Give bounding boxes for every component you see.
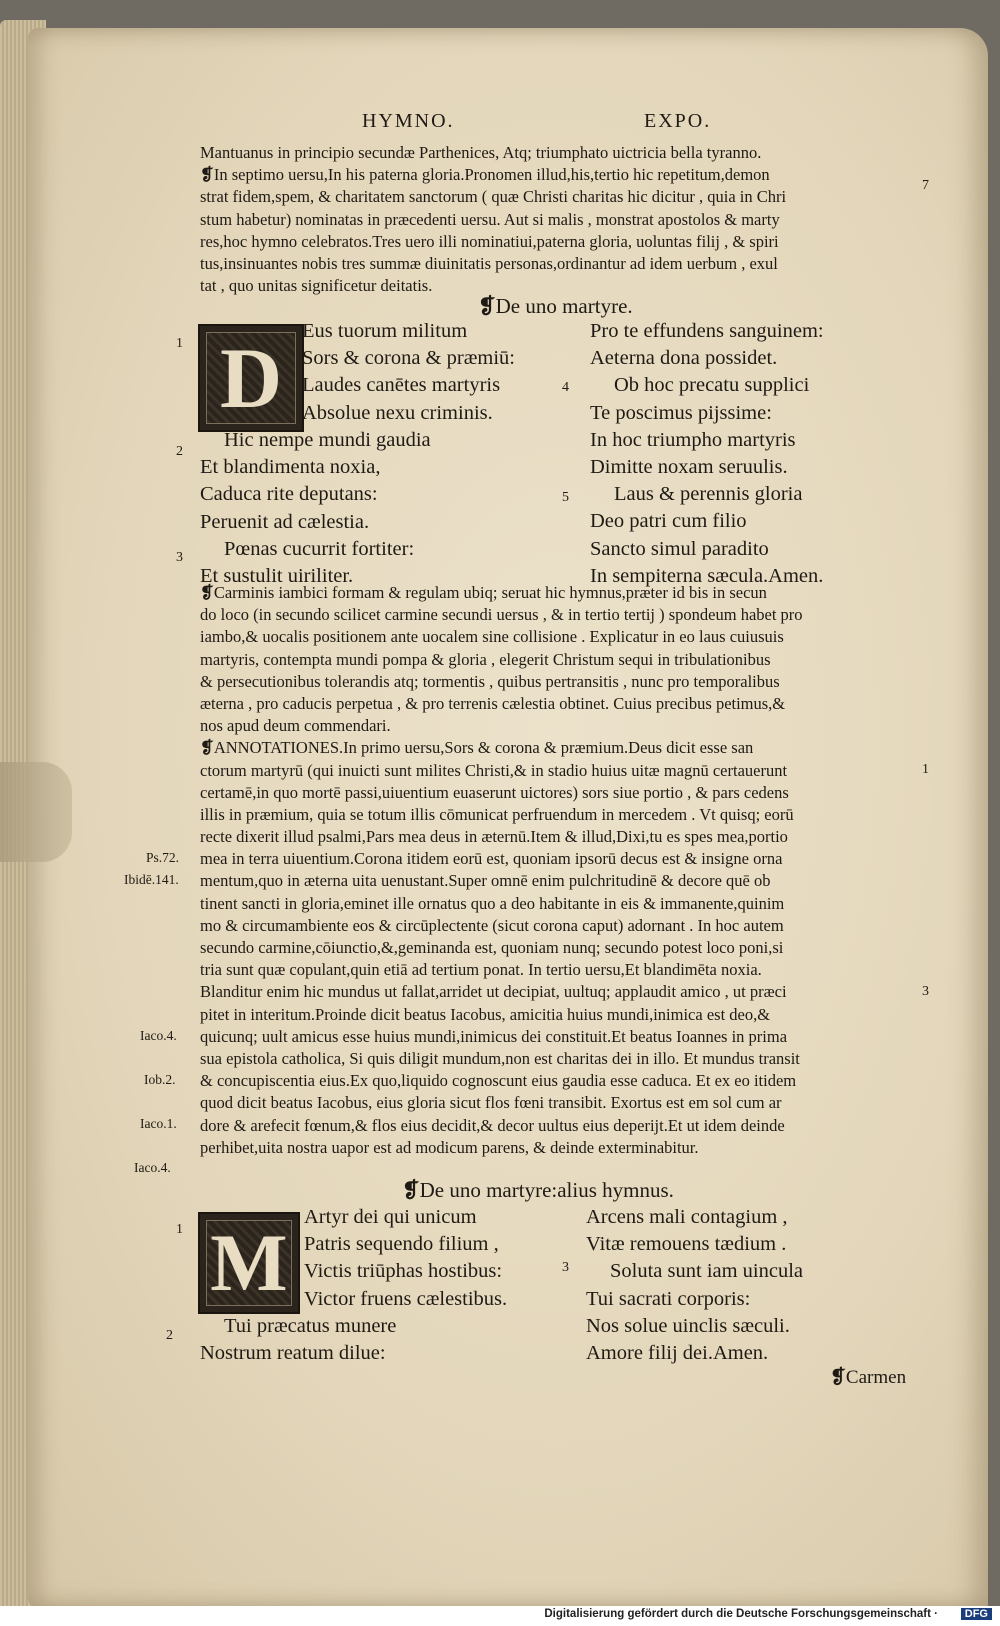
commentary-paragraph (200, 582, 803, 1159)
verse-line: Laus & perennis gloria (614, 483, 803, 506)
text-line: nos apud deum commendari. (200, 716, 391, 736)
verse-line: Victor fruens cælestibus. (304, 1287, 508, 1310)
verse-line: Aeterna dona possidet. (590, 347, 778, 370)
pilcrow-icon: ❡ (830, 1367, 846, 1388)
verse-line: Pœnas cucurrit fortiter: (224, 537, 415, 560)
verse-line: Pro te effundens sanguinem: (590, 320, 824, 342)
stanza-number: 1 (176, 1222, 183, 1237)
hymn1-dropcap: D (198, 324, 304, 432)
verse-line: Vitæ remouens tædium . (586, 1233, 787, 1256)
intro-paragraph (200, 142, 786, 297)
right-margin-number: 1 (922, 762, 929, 777)
text-line: pitet in interitum.Proinde dicit beatus Iacobus, amicitia huius mundi,inimica est deo,& (200, 1004, 771, 1024)
text-line: recte dixerit illud psalmi,Pars mea deus in æternū.Item & illud,Dixi,tu es spes mea,portio (200, 827, 788, 847)
hymn2-heading: ❡De uno martyre:alius hymnus. (402, 1178, 674, 1202)
verse-line: Soluta sunt iam uincula (610, 1260, 804, 1283)
verse-line: Peruenit ad cælestia. (200, 510, 370, 533)
text-line: quicunq; uult amicus esse huius mundi,inimicus dei constituit.Et beatus Ioannes in prima (200, 1026, 788, 1046)
text-line: strat fidem,spem, & charitatem sanctorum ( quæ Christi charitas hic dicitur , quia in Chri (200, 187, 787, 207)
text-line: tinent sancti in gloria,eminet ille ornatus quo a deo habitante in eis & immanente,quinim (200, 893, 785, 913)
verse-line: Patris sequendo filium , (304, 1233, 499, 1256)
verse-line: In sempiterna sæcula.Amen. (590, 564, 824, 587)
verse-line: Te poscimus pijssime: (590, 401, 772, 424)
text-line: Mantuanus in principio secundæ Parthenices, Atq; triumphato uictricia bella tyranno. (200, 143, 762, 162)
verse-line: Absolue nexu criminis. (302, 401, 493, 424)
stanza-number: 2 (176, 444, 183, 459)
verse-line: Deo patri cum filio (590, 510, 747, 533)
text-line: perhibet,uita nostra uapor est ad modicum parens, & deinde exterminabitur. (200, 1137, 699, 1157)
dfg-logo: DFG (961, 1608, 992, 1620)
footer-credit: Digitalisierung gefördert durch die Deutsche Forschungsgemeinschaft · (544, 1608, 938, 1620)
hymn2-col1-a (304, 1204, 507, 1313)
text-line: dore & arefecit fœnum,& flos eius decidit,& decor uultus eius deperijt.Et ut idem deinde (200, 1115, 785, 1135)
header-right: EXPO. (644, 110, 712, 132)
pilcrow-icon: ❡ (200, 165, 214, 185)
verse-line: Sancto simul paradito (590, 537, 769, 560)
hymn1-col1-b (200, 427, 431, 590)
stanza-number: 2 (166, 1328, 173, 1343)
text-line: ❡In septimo uersu,In his paterna gloria.Pronomen illud,his,tertio hic repetitum,demon (200, 165, 770, 185)
verse-line: Laudes canētes martyris (302, 374, 501, 397)
margin-reference: Iob.2. (144, 1072, 176, 1087)
verse-line: Artyr dei qui unicum (304, 1206, 477, 1228)
hymn2-col1-b (200, 1313, 396, 1367)
stanza-number: 4 (562, 380, 569, 395)
verse-line: Victis triūphas hostibus: (304, 1260, 503, 1283)
stanza-number: 3 (176, 550, 183, 565)
text-line: iambo,& uocalis positionem ante uocalem sine collisione . Explicatur in eo laus cuiusuis (200, 627, 784, 647)
verse-line: Arcens mali contagium , (586, 1206, 788, 1228)
verse-line: Hic nempe mundi gaudia (224, 429, 431, 451)
margin-reference: Ibidē.141. (124, 872, 179, 887)
text-line: res,hoc hymno celebratos.Tres uero illi nominatiui,paterna gloria, uoluntas filij , & spiri (200, 231, 779, 251)
verse-line: Et blandimenta noxia, (200, 456, 381, 479)
hymn2-dropcap: M (198, 1212, 300, 1314)
hymn1-col2 (590, 318, 824, 590)
text-line: stum habetur) nominatas in præcedenti uersu. Aut si malis , monstrat apostolos & marty (200, 209, 780, 229)
verse-line: Tui sacrati corporis: (586, 1287, 751, 1310)
pilcrow-icon: ❡ (200, 583, 214, 602)
verse-line: Nostrum reatum dilue: (200, 1342, 386, 1365)
text-line: sua epistola catholica, Si quis diligit mundum,non est charitas dei in illo. Et mundus transit (200, 1048, 800, 1068)
hymn2-col2 (586, 1204, 803, 1367)
right-margin-number: 3 (922, 984, 929, 999)
text-line: tus,insinuantes nobis tres summæ diuinitatis personas,ordinantur ad idem uerbum , exul (200, 253, 778, 273)
margin-reference: Iaco.1. (140, 1116, 177, 1131)
text-line: æterna , pro caducis perpetua , & pro terrenis cælestia obtinet. Cuius precibus petimus,& (200, 693, 786, 713)
right-margin-number: 7 (922, 178, 929, 193)
stanza-number: 1 (176, 336, 183, 351)
text-line: tria sunt quæ copulant,quin etiā ad tertium ponat. In tertio uersu,Et blandimēta noxia. (200, 960, 762, 980)
text-line: martyris, contempta mundi pompa & gloria , elegerit Christum sequi in tribulationibus (200, 649, 771, 669)
text-line: illis in præmium, quia se totum illis cōmunicat perfruendum in mercedem . Vt quisq; eorū (200, 804, 794, 824)
verse-line: Amore filij dei.Amen. (586, 1341, 769, 1364)
digitization-footer (0, 1606, 1000, 1626)
pilcrow-icon: ❡ (402, 1178, 420, 1202)
verse-line: Nos solue uinclis sæculi. (586, 1314, 790, 1337)
verse-line: In hoc triumpho martyris (590, 428, 796, 451)
text-line: & persecutionibus tolerandis atq; tormentis , quibus pertransitis , nunc pro temporalibus (200, 671, 780, 691)
catchword: ❡Carmen (830, 1367, 907, 1388)
margin-reference: Iaco.4. (134, 1160, 171, 1175)
header-left: HYMNO. (362, 110, 455, 132)
text-line: ❡Carminis iambici formam & regulam ubiq; seruat hic hymnus,præter id bis in secun (200, 583, 767, 602)
text-line: secundo carmine,cōiunctio,&,geminanda est, quoniam nunq; secundo potest loco poni,si (200, 938, 784, 957)
verse-line: Eus tuorum militum (302, 320, 468, 342)
verse-line: Ob hoc precatu supplici (614, 374, 810, 397)
text-line: Blanditur enim hic mundus ut fallat,arridet ut decipiat, uultuq; applaudit amico , ut præci (200, 982, 787, 1002)
margin-reference: Iaco.4. (140, 1028, 177, 1043)
verse-line: Caduca rite deputans: (200, 483, 378, 506)
margin-reference: Ps.72. (146, 850, 180, 865)
verse-line: Tui præcatus munere (224, 1315, 397, 1337)
text-line: ❡ANNOTATIONES.In primo uersu,Sors & corona & præmium.Deus dicit esse san (200, 738, 754, 758)
text-line: do loco (in secundo scilicet carmine secundi uersus , & in tertio tertij ) spondeum habet pro (200, 605, 803, 625)
hymn1-heading: ❡De uno martyre. (478, 294, 633, 318)
pilcrow-icon: ❡ (200, 738, 214, 758)
stanza-number: 5 (562, 490, 569, 505)
text-line: ctorum martyrū (qui inuicti sunt milites Christi,& in stadio huius uitæ magnū certauerunt (200, 760, 788, 780)
page-clip (0, 762, 72, 862)
text-line: & concupiscentia eius.Ex quo,liquido cognoscunt eius gaudia esse caduca. Et ex eo itidem (200, 1071, 797, 1091)
pilcrow-icon: ❡ (478, 294, 496, 318)
text-line: quod dicit beatus Iacobus, eius gloria sicut flos fœni transibit. Exortus est em sol cum ar (200, 1093, 782, 1113)
hymn1-col1-a (302, 318, 515, 427)
text-line: certamē,in quo mortē passi,uiuentium euaserunt uictores) sors siue portio , & pars cedens (200, 782, 789, 802)
text-line: mo & circumambiente eos & circūplectente (sicut corona caput) adornant . In hoc autem (200, 915, 784, 935)
text-line: tat , quo unitas significetur deitatis. (200, 276, 433, 296)
verse-line: Dimitte noxam seruulis. (590, 455, 788, 478)
verse-line: Sors & corona & præmiū: (302, 347, 515, 370)
stanza-number: 3 (562, 1260, 569, 1275)
text-line: mea in terra uiuentium.Corona itidem eorū est, quoniam ipsorū decus est & insigne orna (200, 849, 783, 869)
verse-line: Et sustulit uiriliter. (200, 564, 354, 587)
text-line: mentum,quo in æterna uita uenustant.Super omnē enim pulchritudinē & decore quē ob (200, 871, 771, 891)
